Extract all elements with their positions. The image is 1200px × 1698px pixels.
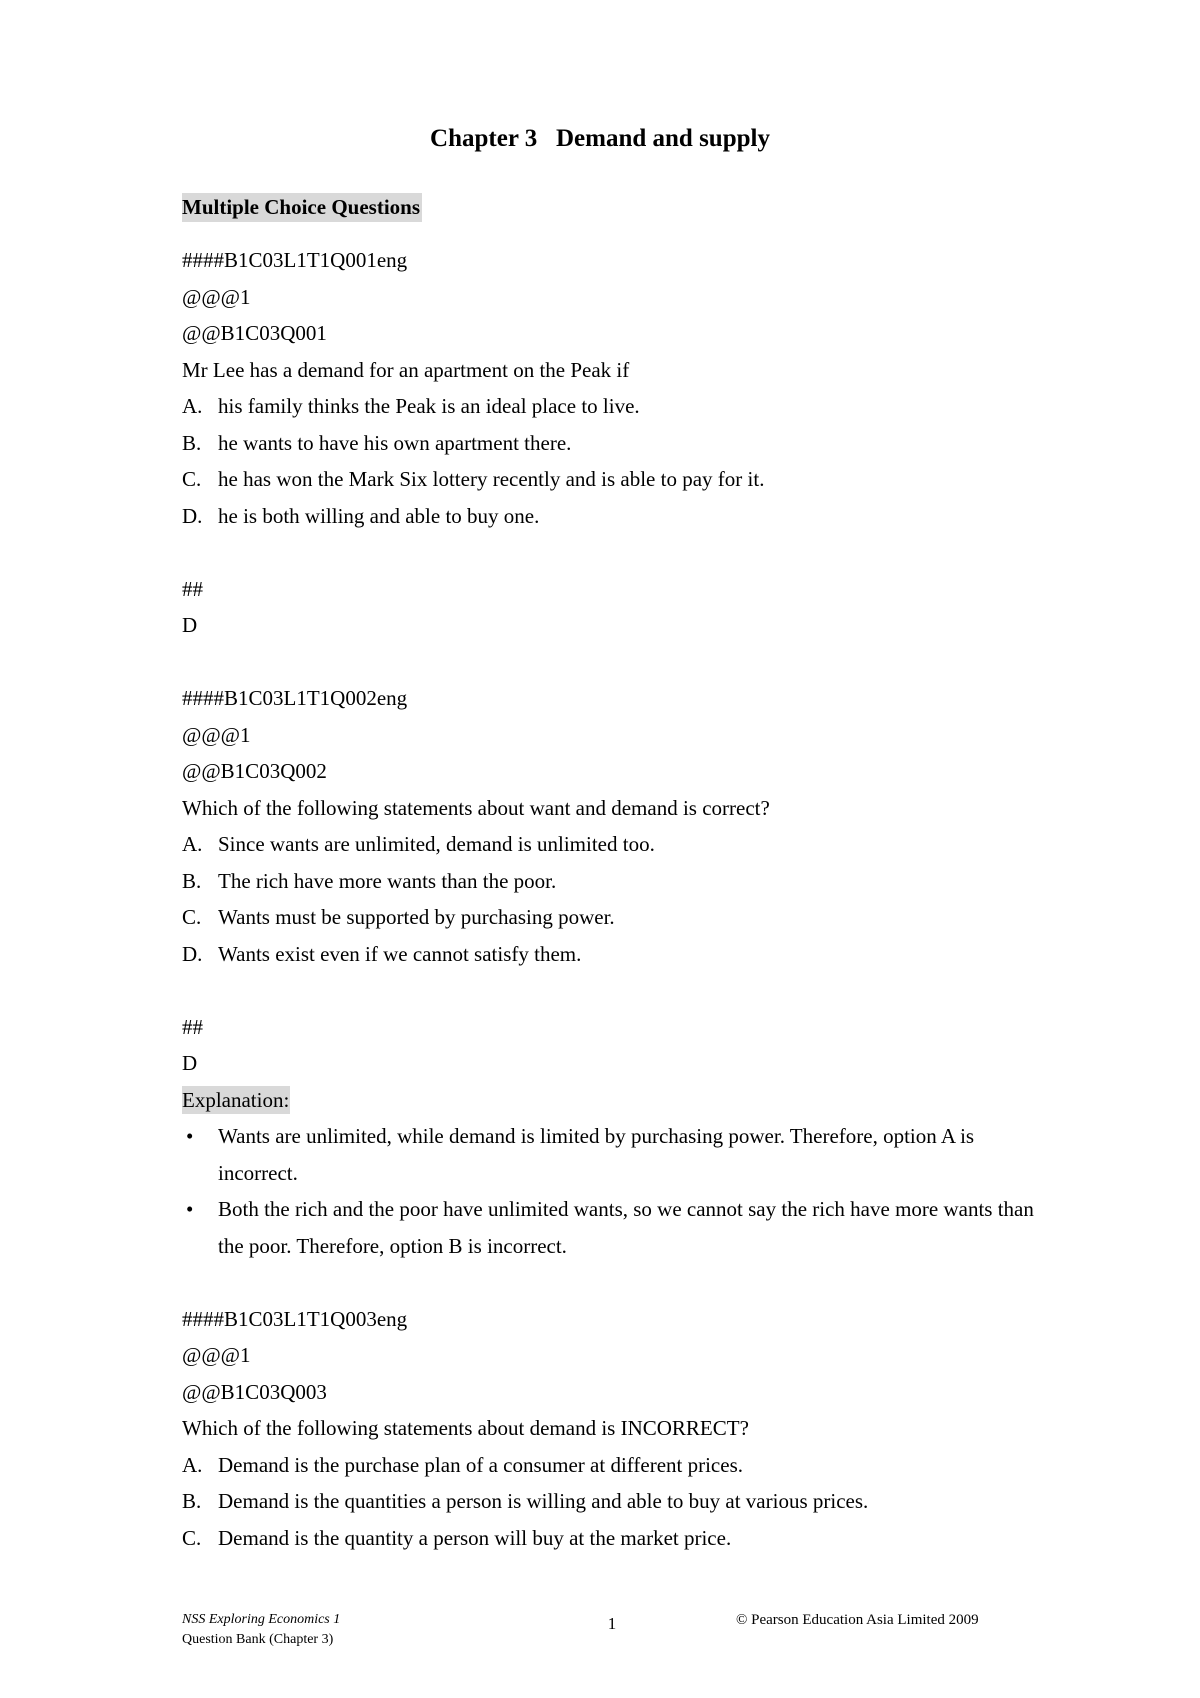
answer: D	[182, 613, 198, 637]
option-text: he is both willing and able to buy one.	[218, 503, 540, 528]
option-c	[182, 461, 1042, 498]
option-letter: D.	[182, 941, 203, 966]
option-text: The rich have more wants than the poor.	[218, 868, 557, 893]
explanation-text: Wants are unlimited, while demand is limited by purchasing power. Therefore, option A is incorrect.	[218, 1124, 975, 1185]
option-d	[182, 936, 1042, 973]
question-id: @@B1C03Q003	[182, 1379, 327, 1404]
option-letter: A.	[182, 394, 203, 418]
question-stem: Mr Lee has a demand for an apartment on the Peak if	[182, 357, 630, 382]
option-text: his family thinks the Peak is an ideal place to live.	[218, 394, 640, 418]
bullet-icon: •	[186, 1124, 194, 1148]
option-b	[182, 425, 1042, 462]
question-stem: Which of the following statements about want and demand is correct?	[182, 795, 770, 820]
option-letter: A.	[182, 1452, 203, 1477]
chapter-title: Chapter 3 Demand and supply	[430, 125, 770, 152]
question-code: ####B1C03L1T1Q003eng	[182, 1306, 408, 1331]
option-a	[182, 1447, 1042, 1484]
question-level: @@@1	[182, 284, 251, 309]
question-id: @@B1C03Q002	[182, 759, 327, 783]
option-text: Demand is the purchase plan of a consumer at different prices.	[218, 1452, 743, 1477]
option-letter: B.	[182, 868, 202, 893]
question-level: @@@1	[182, 722, 251, 747]
option-text: Wants exist even if we cannot satisfy them.	[218, 941, 582, 966]
explanation-text: Both the rich and the poor have unlimited wants, so we cannot say the rich have more wants than the poor. Therefore, option B is incorrect.	[218, 1197, 1034, 1258]
question-code: ####B1C03L1T1Q001eng	[182, 248, 408, 272]
option-text: Since wants are unlimited, demand is unlimited too.	[218, 832, 655, 856]
bullet-icon: •	[186, 1197, 194, 1221]
answer-marker: ##	[182, 1014, 203, 1039]
section-heading: Multiple Choice Questions	[182, 193, 422, 222]
explanation-label-row	[182, 1082, 1042, 1119]
question-level: @@@1	[182, 1343, 251, 1367]
option-a	[182, 388, 1042, 425]
footer-left	[182, 1610, 482, 1650]
question-code: ####B1C03L1T1Q002eng	[182, 686, 408, 710]
option-letter: C.	[182, 1525, 202, 1550]
option-d	[182, 498, 1042, 535]
question-content	[182, 193, 1042, 1556]
footer-book-title: NSS Exploring Economics 1	[182, 1612, 341, 1627]
option-a	[182, 826, 1042, 863]
answer: D	[182, 1051, 198, 1075]
footer-subtitle: Question Bank (Chapter 3)	[182, 1632, 334, 1647]
footer-copyright: © Pearson Education Asia Limited 2009	[736, 1612, 979, 1628]
option-letter: D.	[182, 503, 203, 528]
explanation-label: Explanation:	[182, 1087, 290, 1112]
option-text: Wants must be supported by purchasing power.	[218, 905, 615, 929]
question-stem: Which of the following statements about demand is INCORRECT?	[182, 1416, 749, 1440]
option-letter: A.	[182, 832, 203, 856]
option-letter: B.	[182, 430, 202, 455]
page-number: 1	[607, 1614, 617, 1633]
question-block-3	[182, 1301, 1042, 1557]
option-text: he wants to have his own apartment there.	[218, 430, 572, 455]
question-block-1	[182, 242, 1042, 680]
option-letter: B.	[182, 1489, 202, 1513]
option-b	[182, 863, 1042, 900]
option-text: Demand is the quantity a person will buy at the market price.	[218, 1525, 732, 1550]
option-c	[182, 1520, 1042, 1557]
explanation-bullet-item	[182, 1191, 1042, 1264]
option-b	[182, 1483, 1042, 1520]
answer-marker: ##	[182, 576, 203, 601]
question-id: @@B1C03Q001	[182, 321, 327, 345]
question-block-2	[182, 680, 1042, 1301]
option-c	[182, 899, 1042, 936]
option-letter: C.	[182, 467, 202, 491]
option-text: Demand is the quantities a person is willing and able to buy at various prices.	[218, 1489, 869, 1513]
explanation-bullet-item	[182, 1118, 1042, 1191]
option-text: he has won the Mark Six lottery recently and is able to pay for it.	[218, 467, 765, 491]
option-letter: C.	[182, 905, 202, 929]
